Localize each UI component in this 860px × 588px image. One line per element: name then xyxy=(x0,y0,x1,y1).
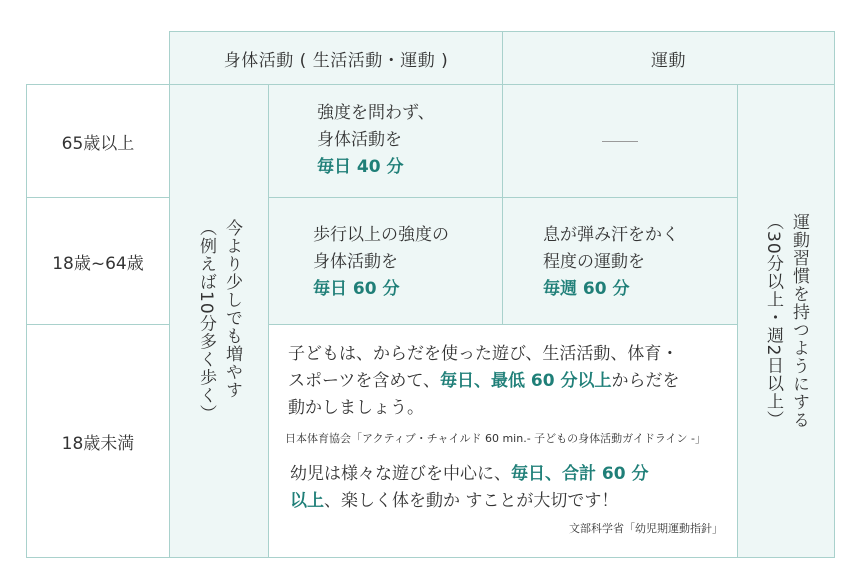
over65-activity-line1: 強度を問わず、 xyxy=(317,103,435,123)
adult-activity-line1: 歩行以上の強度の xyxy=(313,225,449,245)
age-row-under18 xyxy=(26,324,170,558)
increase-activity-line2: （例えば10分多く歩く） xyxy=(196,219,216,423)
exercise-habit-line1: 運動習慣を持つようにする xyxy=(789,213,809,429)
children-guideline-cell xyxy=(268,324,738,558)
header-exercise xyxy=(502,31,835,85)
increase-activity-text xyxy=(193,219,245,423)
source-mext: 文部科学省「幼児期運動指針」 xyxy=(569,522,723,535)
exercise-habit-text xyxy=(760,213,812,429)
adult-activity-line2: 身体活動を xyxy=(313,252,398,272)
header-exercise-label: 運動 xyxy=(651,50,686,71)
increase-activity-column xyxy=(169,84,269,558)
adult-exercise-line1: 息が弾み汗をかく xyxy=(543,225,679,245)
children-guideline-target: 毎日、最低 60 分以上 xyxy=(439,371,612,391)
over65-activity-target: 毎日 40 分 xyxy=(317,157,404,177)
increase-activity-line1: 今より少しでも増やす xyxy=(222,219,242,400)
over65-activity-cell xyxy=(268,84,503,198)
age-label-adult: 18歳~64歳 xyxy=(52,253,144,274)
infant-guideline-line1: 幼児は様々な遊びを中心に、毎日、合計 60 分 xyxy=(290,464,649,484)
infant-guideline-target: 毎日、合計 60 分 xyxy=(511,464,649,484)
children-guideline-line3: 動かしましょう。 xyxy=(288,398,424,418)
children-guideline-line1: 子どもは、からだを使った遊び、生活活動、体育・ xyxy=(288,344,679,364)
infant-guideline-line2: 以上、楽しく体を動か すことが大切です！ xyxy=(290,491,619,511)
age-row-over65 xyxy=(26,84,170,198)
source-jsa: 日本体育協会「アクティブ・チャイルド 60 min.- 子どもの身体活動ガイドライン -」 xyxy=(285,432,706,445)
exercise-habit-line2: （30分以上・週2日以上） xyxy=(763,213,783,429)
not-applicable-dash xyxy=(602,141,638,142)
children-guideline-line2: スポーツを含めて、毎日、最低 60 分以上からだを xyxy=(288,371,680,391)
adult-activity-target: 毎日 60 分 xyxy=(313,279,400,299)
header-physical-activity-label: 身体活動 ( 生活活動・運動 ) xyxy=(223,50,449,71)
adult-exercise-target: 毎週 60 分 xyxy=(543,279,630,299)
adult-exercise-line2: 程度の運動を xyxy=(543,252,645,272)
age-label-under18: 18歳未満 xyxy=(61,433,135,454)
age-label-over65: 65歳以上 xyxy=(61,133,135,154)
exercise-habit-column xyxy=(737,84,835,558)
age-row-adult xyxy=(26,197,170,325)
adult-exercise-cell xyxy=(502,197,738,325)
over65-activity-line2: 身体活動を xyxy=(317,130,402,150)
over65-exercise-cell xyxy=(502,84,738,198)
adult-activity-cell xyxy=(268,197,503,325)
header-physical-activity xyxy=(169,31,503,85)
